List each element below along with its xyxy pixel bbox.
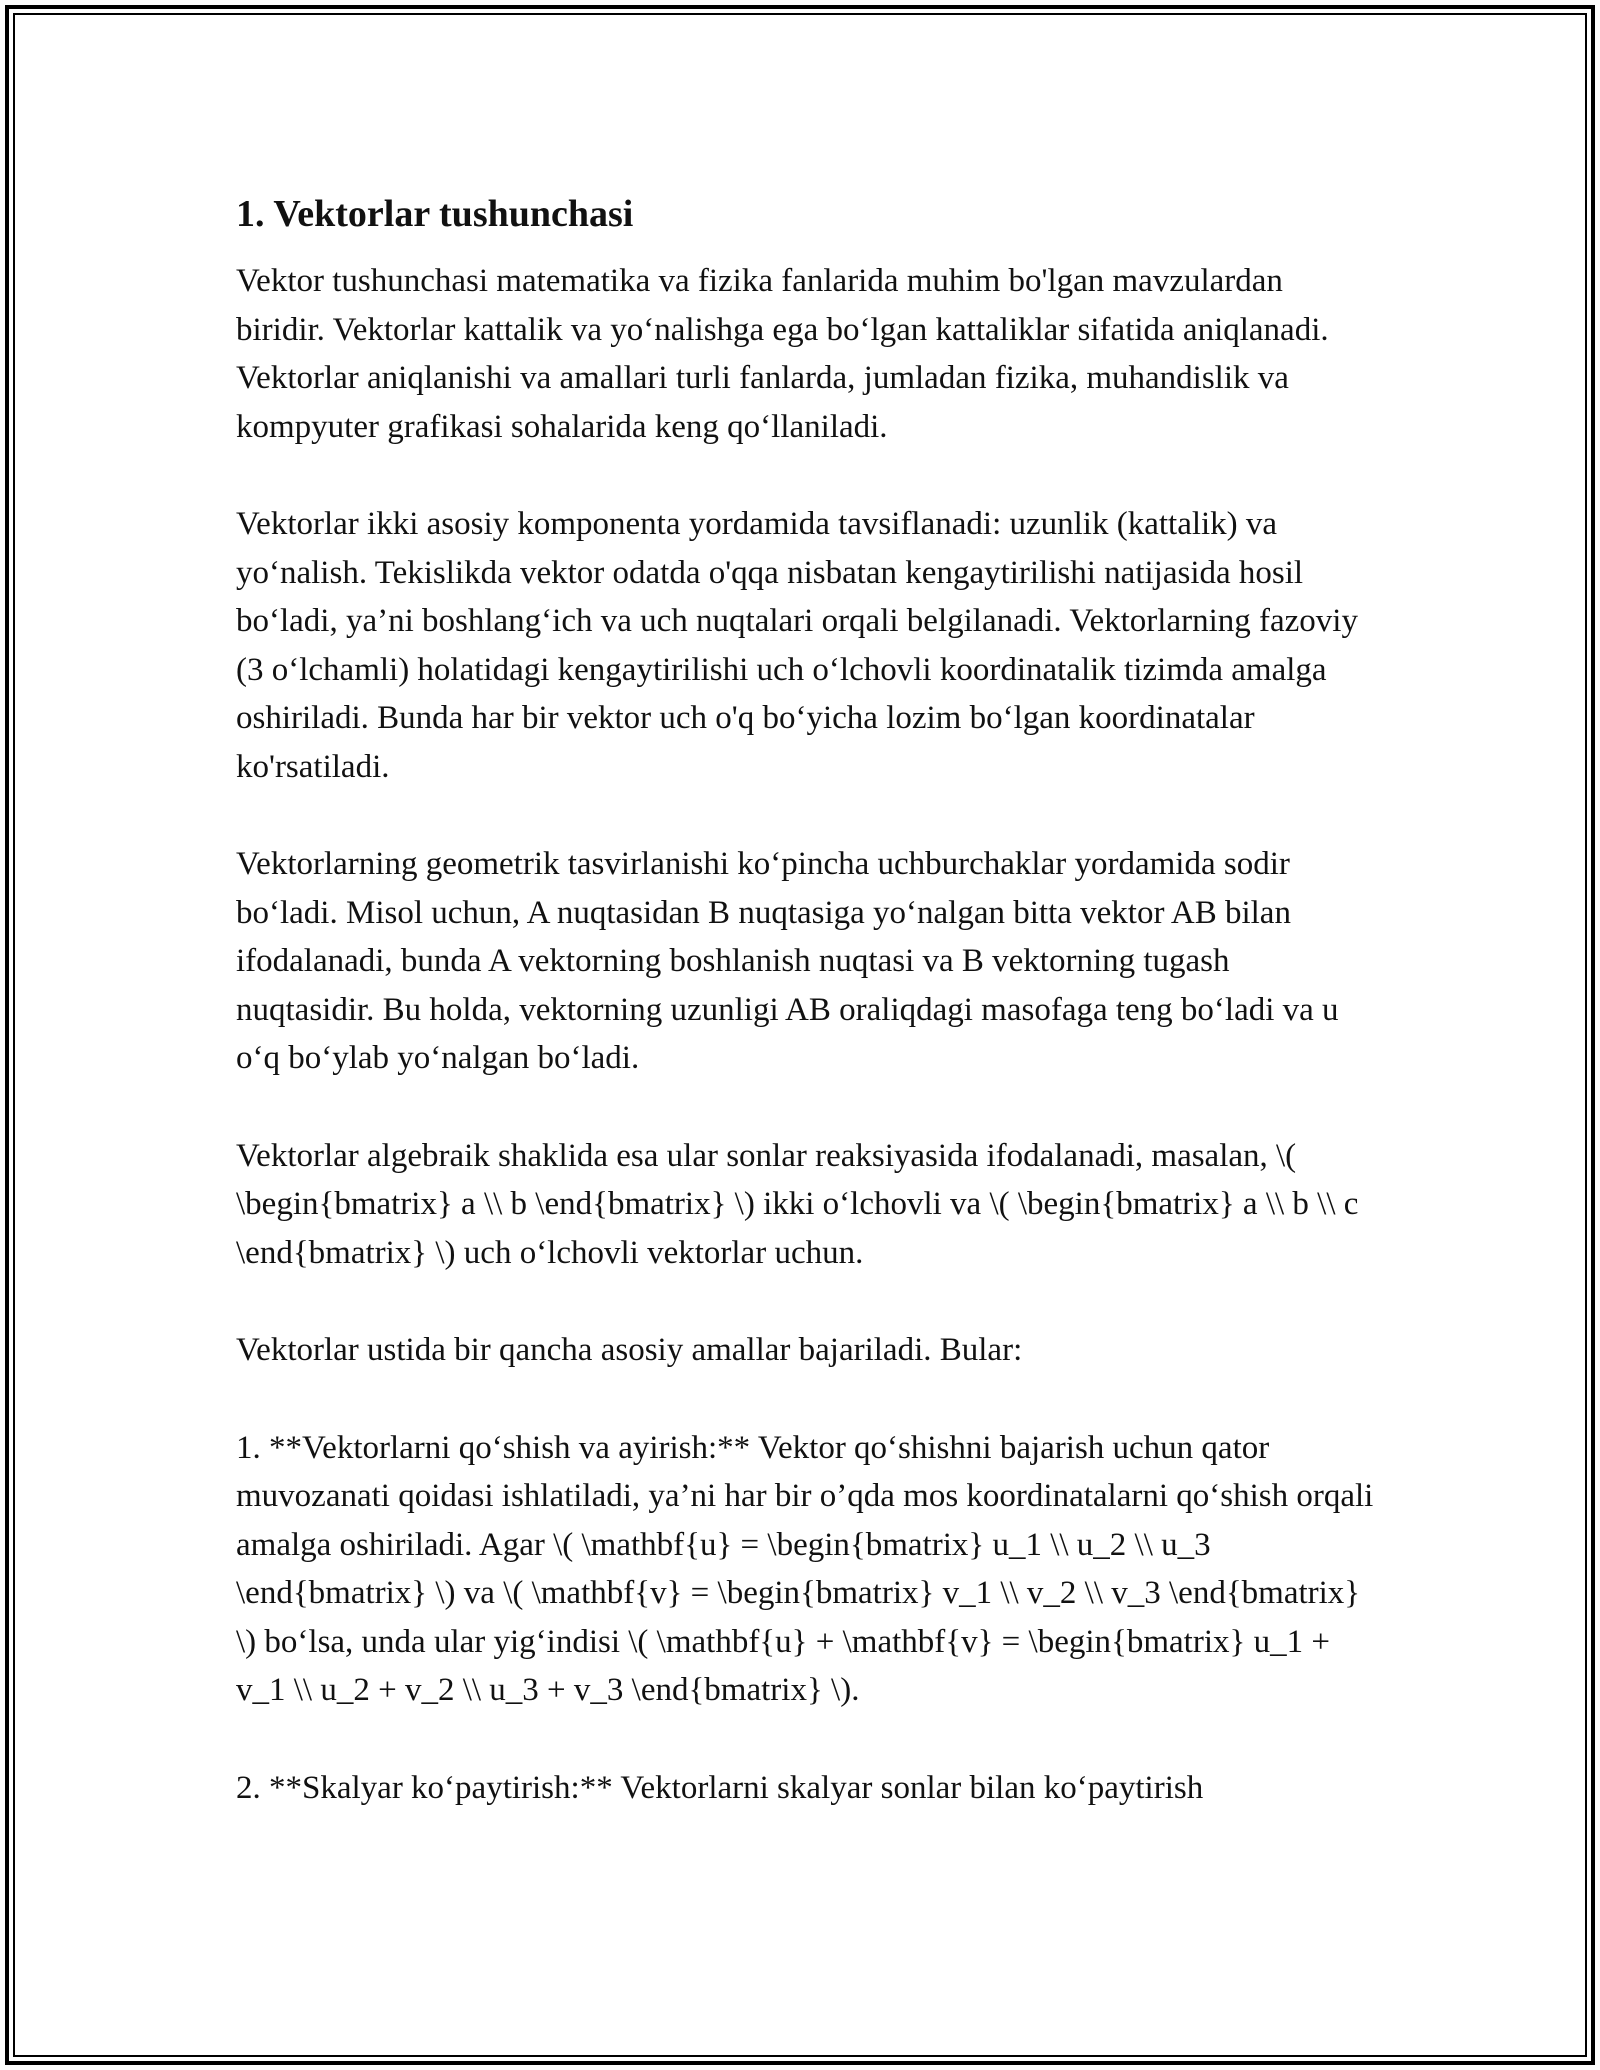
paragraph-geometric: Vektorlarning geometrik tasvirlanishi ko‘pincha uchburchaklar yordamida sodir bo‘ladi. Misol uchun, A nuqtasidan B nuqtasiga yo‘nalgan bitta vektor AB bilan ifodalanadi, bunda A vektorning boshlanish nuqtasi va B vektorning tugash nuqtasidir. Bu holda, vektorning uzunligi AB oraliqdagi masofaga teng bo‘ladi va u o‘q bo‘ylab yo‘nalgan bo‘ladi.: [236, 846, 1339, 1076]
document-body: [236, 184, 1376, 1812]
paragraph-components: Vektorlar ikki asosiy komponenta yordamida tavsiflanadi: uzunlik (kattalik) va yo‘nalish. Tekislikda vektor odatda o'qqa nisbatan kengaytirilishi natijasida hosil bo‘ladi, ya’ni boshlang‘ich va uch nuqtalari orqali belgilanadi. Vektorlarning fazoviy (3 o‘lchamli) holatidagi kengaytirilishi uch o‘lchovli koordinatalik tizimda amalga oshiriladi. Bunda har bir vektor uch o'q bo‘yicha lozim bo‘lgan koordinatalar ko'rsatiladi.: [236, 506, 1358, 785]
paragraph-intro: Vektor tushunchasi matematika va fizika fanlarida muhim bo'lgan mavzulardan biridir. Vektorlar kattalik va yo‘nalishga ega bo‘lgan kattaliklar sifatida aniqlanadi. Vektorlar aniqlanishi va amallari turli fanlarda, jumladan fizika, muhandislik va kompyuter grafikasi sohalarida keng qo‘llaniladi.: [236, 263, 1329, 445]
paragraph-algebraic: Vektorlar algebraik shaklida esa ular sonlar reaksiyasida ifodalanadi, masalan, \( \begin{bmatrix} a \\ b \end{bmatrix} \) ikki o‘lchovli va \( \begin{bmatrix} a \\ b \\ c \end{bmatrix} \) uch o‘lchovli vektorlar uchun.: [236, 1137, 1359, 1271]
paragraph-operations-intro: Vektorlar ustida bir qancha asosiy amallar bajariladi. Bular:: [236, 1332, 1023, 1368]
list-item-addition: 1. **Vektorlarni qo‘shish va ayirish:** Vektor qo‘shishni bajarish uchun qator muvozanati qoidasi ishlatiladi, ya’ni har bir o’qda mos koordinatalarni qo‘shish orqali amalga oshiriladi. Agar \( \mathbf{u} = \begin{bmatrix} u_1 \\ u_2 \\ u_3 \end{bmatrix} \) va \( \mathbf{v} = \begin{bmatrix} v_1 \\ v_2 \\ v_3 \end{bmatrix} \) bo‘lsa, unda ular yig‘indisi \( \mathbf{u} + \mathbf{v} = \begin{bmatrix} u_1 + v_1 \\ u_2 + v_2 \\ u_3 + v_3 \end{bmatrix} \).: [236, 1429, 1374, 1708]
section-heading: 1. Vektorlar tushunchasi: [236, 193, 634, 235]
list-item-scalar: 2. **Skalyar ko‘paytirish:** Vektorlarni skalyar sonlar bilan ko‘paytirish: [236, 1769, 1204, 1806]
